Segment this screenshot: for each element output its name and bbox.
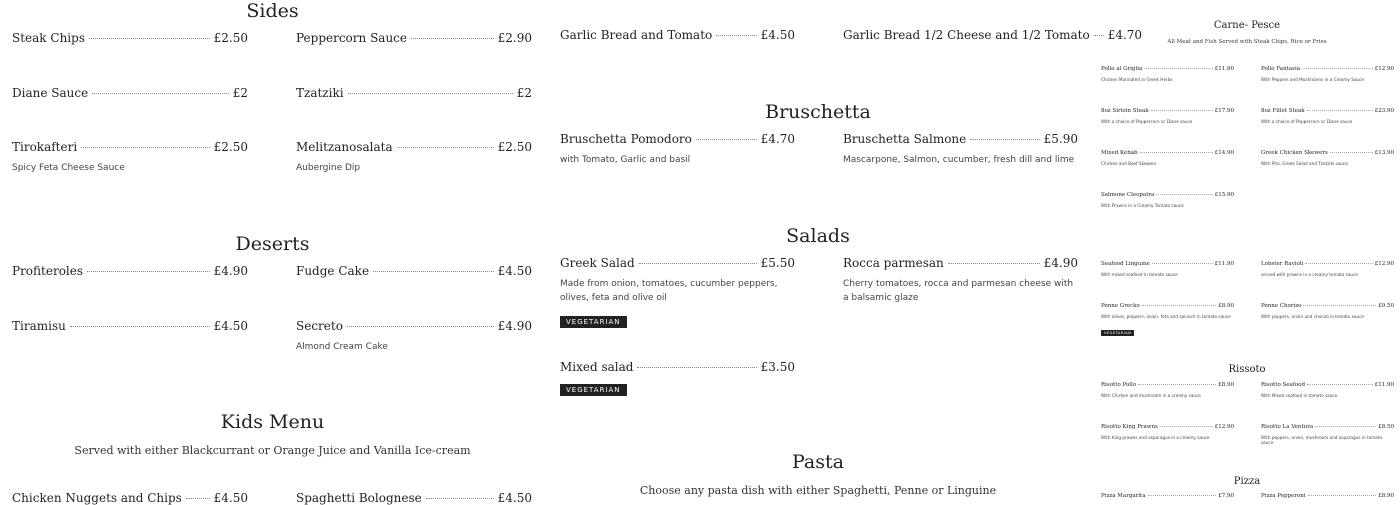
item-description: With peppers, onion and chorizo in tomato sauce xyxy=(1261,314,1364,319)
menu-item xyxy=(12,31,248,45)
item-name: Tiramisu xyxy=(12,319,66,333)
bruschetta-title: Bruschetta xyxy=(765,101,871,123)
item-name: Greek Salad xyxy=(560,256,635,270)
item-name: Tirokafteri xyxy=(12,140,78,154)
item-name: Bruschetta Pomodoro xyxy=(560,132,692,146)
item-name: Risotto La Ventura xyxy=(1261,424,1314,430)
item-price: £11.90 xyxy=(1374,382,1394,388)
item-name: Risotto Seafood xyxy=(1261,382,1305,388)
dot-leader xyxy=(411,38,494,39)
item-name: Lobster Ravioli xyxy=(1261,261,1304,267)
item-price: £15.90 xyxy=(1214,192,1234,198)
dot-leader xyxy=(426,498,494,499)
dot-leader xyxy=(1140,152,1213,153)
item-price: £4.50 xyxy=(213,319,248,333)
item-description: Cherry tomatoes, rocca and parmesan cheese with a balsamic glaze xyxy=(843,279,1074,303)
item-price: £4.90 xyxy=(497,319,532,333)
dot-leader xyxy=(948,263,1040,264)
dot-leader xyxy=(347,326,494,327)
menu-item xyxy=(1101,66,1234,82)
pizza-title: Pizza xyxy=(1233,476,1261,487)
item-price: £4.50 xyxy=(760,28,795,42)
dot-leader xyxy=(1302,68,1373,69)
item-price: £11.90 xyxy=(1214,261,1234,267)
item-description: With peppers, onion, mushroom and asparagus in tomato sauce xyxy=(1261,435,1383,446)
dot-leader xyxy=(1152,263,1213,264)
item-price: £7.90 xyxy=(1218,493,1234,499)
item-price: £2.50 xyxy=(213,31,248,45)
item-name: Risotto King Prawns xyxy=(1101,424,1158,430)
item-name: Rocca parmesan xyxy=(843,256,944,270)
item-price: £2 xyxy=(516,86,532,100)
menu-item xyxy=(1261,66,1394,82)
item-name: Mixed salad xyxy=(560,360,634,374)
menu-item xyxy=(1261,108,1394,124)
item-description: With Mixed seafood in tomato sauce xyxy=(1261,393,1338,398)
dot-leader xyxy=(1144,68,1212,69)
pasta-subtitle: Choose any pasta dish with either Spaghetti, Penne or Linguine xyxy=(639,484,997,497)
item-price: £12.90 xyxy=(1374,261,1394,267)
item-description: With mixed seafood in tomato sauce xyxy=(1101,272,1178,277)
dot-leader xyxy=(970,139,1039,140)
menu-item xyxy=(12,491,248,505)
menu-item xyxy=(1101,424,1234,440)
item-description: Made from onion, tomatoes, cucumber peppers, olives, feta and olive oil xyxy=(560,279,778,303)
item-name: Risotto Pollo xyxy=(1101,382,1137,388)
menu-item xyxy=(560,360,795,396)
dot-leader xyxy=(1307,384,1373,385)
menu-item xyxy=(1261,382,1394,398)
item-description: with Tomato, Garlic and basil xyxy=(560,155,691,165)
item-price: £23.90 xyxy=(1374,108,1394,114)
menu-item xyxy=(843,132,1078,168)
item-description: Chicken and Beef Skewers xyxy=(1101,161,1157,166)
menu-item xyxy=(560,132,795,168)
dot-leader xyxy=(1315,426,1376,427)
item-description: With a choice of Peppercorn or Diane sauce xyxy=(1101,119,1193,124)
item-price: £9.50 xyxy=(1378,303,1394,309)
menu-item xyxy=(12,140,248,176)
item-name: Garlic Bread and Tomato xyxy=(560,28,713,42)
dot-leader xyxy=(696,139,757,140)
dot-leader xyxy=(1303,305,1376,306)
item-name: Pizza Margarita xyxy=(1101,493,1146,499)
menu-item xyxy=(1101,382,1234,398)
item-price: £2.90 xyxy=(497,31,532,45)
item-name: Salmone Cleopatra xyxy=(1101,192,1155,198)
dot-leader xyxy=(87,271,210,272)
carne-pesce-subtitle: All Meat and Fish Served with Steak Chips, Rice or Fries xyxy=(1167,39,1327,45)
dot-leader xyxy=(92,93,229,94)
item-price: £13.90 xyxy=(1374,150,1394,156)
vegetarian-badge: VEGETARIAN xyxy=(560,316,627,328)
item-name: Greek Chicken Skewers xyxy=(1261,150,1328,156)
item-price: £17.90 xyxy=(1214,108,1234,114)
item-name: Secreto xyxy=(296,319,343,333)
vegetarian-badge: VEGETARIAN xyxy=(560,384,627,396)
item-price: £14.90 xyxy=(1214,150,1234,156)
item-price: £4.90 xyxy=(213,264,248,278)
item-price: £5.50 xyxy=(760,256,795,270)
item-price: £12.90 xyxy=(1214,424,1234,430)
menu-item xyxy=(296,491,532,505)
dot-leader xyxy=(89,38,210,39)
vegetarian-badge: VEGETARIAN xyxy=(1101,330,1134,336)
item-price: £8.90 xyxy=(1378,493,1394,499)
menu-item xyxy=(296,86,532,100)
left-column xyxy=(0,0,545,505)
menu-item xyxy=(1101,192,1234,208)
menu-item xyxy=(1101,303,1234,338)
dot-leader xyxy=(716,35,756,36)
dot-leader xyxy=(639,263,757,264)
item-name: Pizza Pepperoni xyxy=(1261,493,1306,499)
menu-item xyxy=(1101,261,1234,277)
menu-item xyxy=(843,28,1143,42)
item-description: With a choice of Peppercorn or Diane sauce xyxy=(1261,119,1353,124)
item-name: Melitzanosalata xyxy=(296,140,393,154)
item-price: £2 xyxy=(232,86,248,100)
menu-item xyxy=(1101,150,1234,166)
item-description: With King prawns and asparagus in a creamy sauce xyxy=(1101,435,1210,440)
item-name: Profiteroles xyxy=(12,264,84,278)
item-name: Fudge Cake xyxy=(296,264,370,278)
item-name: Seafood Linguine xyxy=(1101,261,1150,267)
item-description: served with prawns in a creamy tomato sauce xyxy=(1261,272,1358,277)
item-price: £4.70 xyxy=(760,132,795,146)
item-description: With Peppers and Mushrooms in a Creamy Sauce xyxy=(1261,77,1364,82)
menu-item xyxy=(12,319,248,333)
item-name: 8oz Fillet Steak xyxy=(1261,108,1305,114)
menu-item xyxy=(1101,108,1234,124)
menu-item xyxy=(296,319,532,355)
item-name: Tzatziki xyxy=(296,86,344,100)
menu-item xyxy=(1261,303,1394,319)
item-description: With olives, peppers, onion, feta and spinach in tomato sauce xyxy=(1101,314,1231,319)
menu-item xyxy=(296,140,532,176)
item-price: £4.70 xyxy=(1107,28,1143,42)
item-name: 8oz Sirloin Steak xyxy=(1101,108,1149,114)
item-price: £12.90 xyxy=(1374,66,1394,72)
item-description: Chicken Marinated in Greek Herbs xyxy=(1101,77,1173,82)
menu-item xyxy=(1261,424,1394,446)
dot-leader xyxy=(348,93,513,94)
dot-leader xyxy=(1138,384,1216,385)
item-name: Mixed Kebab xyxy=(1101,150,1138,156)
dot-leader xyxy=(373,271,494,272)
item-name: Pollo Fantasia xyxy=(1261,66,1300,72)
item-price: £4.50 xyxy=(497,264,532,278)
item-price: £2.50 xyxy=(497,140,532,154)
item-description: Almond Cream Cake xyxy=(296,342,388,352)
menu-item xyxy=(12,264,248,278)
item-name: Penne Chorizo xyxy=(1261,303,1302,309)
item-price: £3.50 xyxy=(760,360,795,374)
item-price: £11.90 xyxy=(1214,66,1234,72)
deserts-title: Deserts xyxy=(235,233,310,255)
menu-item xyxy=(296,31,532,45)
dot-leader xyxy=(1307,110,1373,111)
dot-leader xyxy=(1151,110,1213,111)
sides-title: Sides xyxy=(246,0,299,22)
right-mini-column xyxy=(1094,0,1400,500)
item-description: Aubergine Dip xyxy=(296,163,361,173)
menu-item xyxy=(560,256,795,328)
item-name: Bruschetta Salmone xyxy=(843,132,967,146)
menu-item xyxy=(1261,261,1394,277)
risotto-title: Rissoto xyxy=(1228,364,1266,375)
item-description: With Prawns in a Creamy Tomato sauce xyxy=(1101,203,1184,208)
item-price: £8.50 xyxy=(1378,424,1394,430)
dot-leader xyxy=(1160,426,1213,427)
dot-leader xyxy=(637,367,756,368)
kids-menu-title: Kids Menu xyxy=(220,411,325,433)
menu-item xyxy=(1101,493,1234,499)
menu-item xyxy=(1261,150,1394,166)
item-name: Peppercorn Sauce xyxy=(296,31,407,45)
dot-leader xyxy=(81,147,209,148)
item-price: £4.90 xyxy=(1043,256,1078,270)
salads-title: Salads xyxy=(786,225,850,247)
carne-pesce-title: Carne- Pesce xyxy=(1213,20,1281,31)
item-description: Spicy Feta Cheese Sauce xyxy=(12,163,125,173)
item-name: Spaghetti Bolognese xyxy=(296,491,422,505)
item-description: With Chicken and mushroom in a creamy sauce xyxy=(1101,393,1201,398)
dot-leader xyxy=(1156,194,1212,195)
dot-leader xyxy=(1142,305,1216,306)
dot-leader xyxy=(1148,495,1217,496)
dot-leader xyxy=(1330,152,1373,153)
pasta-title: Pasta xyxy=(792,451,844,473)
item-name: Garlic Bread 1/2 Cheese and 1/2 Tomato xyxy=(843,28,1090,42)
item-name: Diane Sauce xyxy=(12,86,89,100)
item-name: Penne Grecko xyxy=(1101,303,1140,309)
dot-leader xyxy=(70,326,210,327)
item-name: Pollo al Griglia xyxy=(1101,66,1143,72)
menu-item xyxy=(12,86,248,100)
dot-leader xyxy=(397,147,494,148)
item-price: £4.50 xyxy=(213,491,248,505)
item-description: Mascarpone, Salmon, cucumber, fresh dill and lime xyxy=(843,155,1075,165)
item-name: Steak Chips xyxy=(12,31,85,45)
dot-leader xyxy=(186,498,210,499)
kids-menu-subtitle: Served with either Blackcurrant or Orange Juice and Vanilla Ice-cream xyxy=(74,444,471,457)
dot-leader xyxy=(1308,495,1377,496)
item-name: Chicken Nuggets and Chips xyxy=(12,491,182,505)
menu-item xyxy=(843,256,1078,306)
item-price: £5.90 xyxy=(1043,132,1078,146)
item-price: £2.50 xyxy=(213,140,248,154)
menu-item xyxy=(560,28,795,42)
dot-leader xyxy=(1305,263,1372,264)
item-price: £8.90 xyxy=(1218,382,1234,388)
menu-item xyxy=(296,264,532,278)
item-description: With Pita, Greek Salad and Tzatziki sauce xyxy=(1261,161,1348,166)
item-price: £4.50 xyxy=(497,491,532,505)
item-price: £8.90 xyxy=(1218,303,1234,309)
menu-item xyxy=(1261,493,1394,499)
